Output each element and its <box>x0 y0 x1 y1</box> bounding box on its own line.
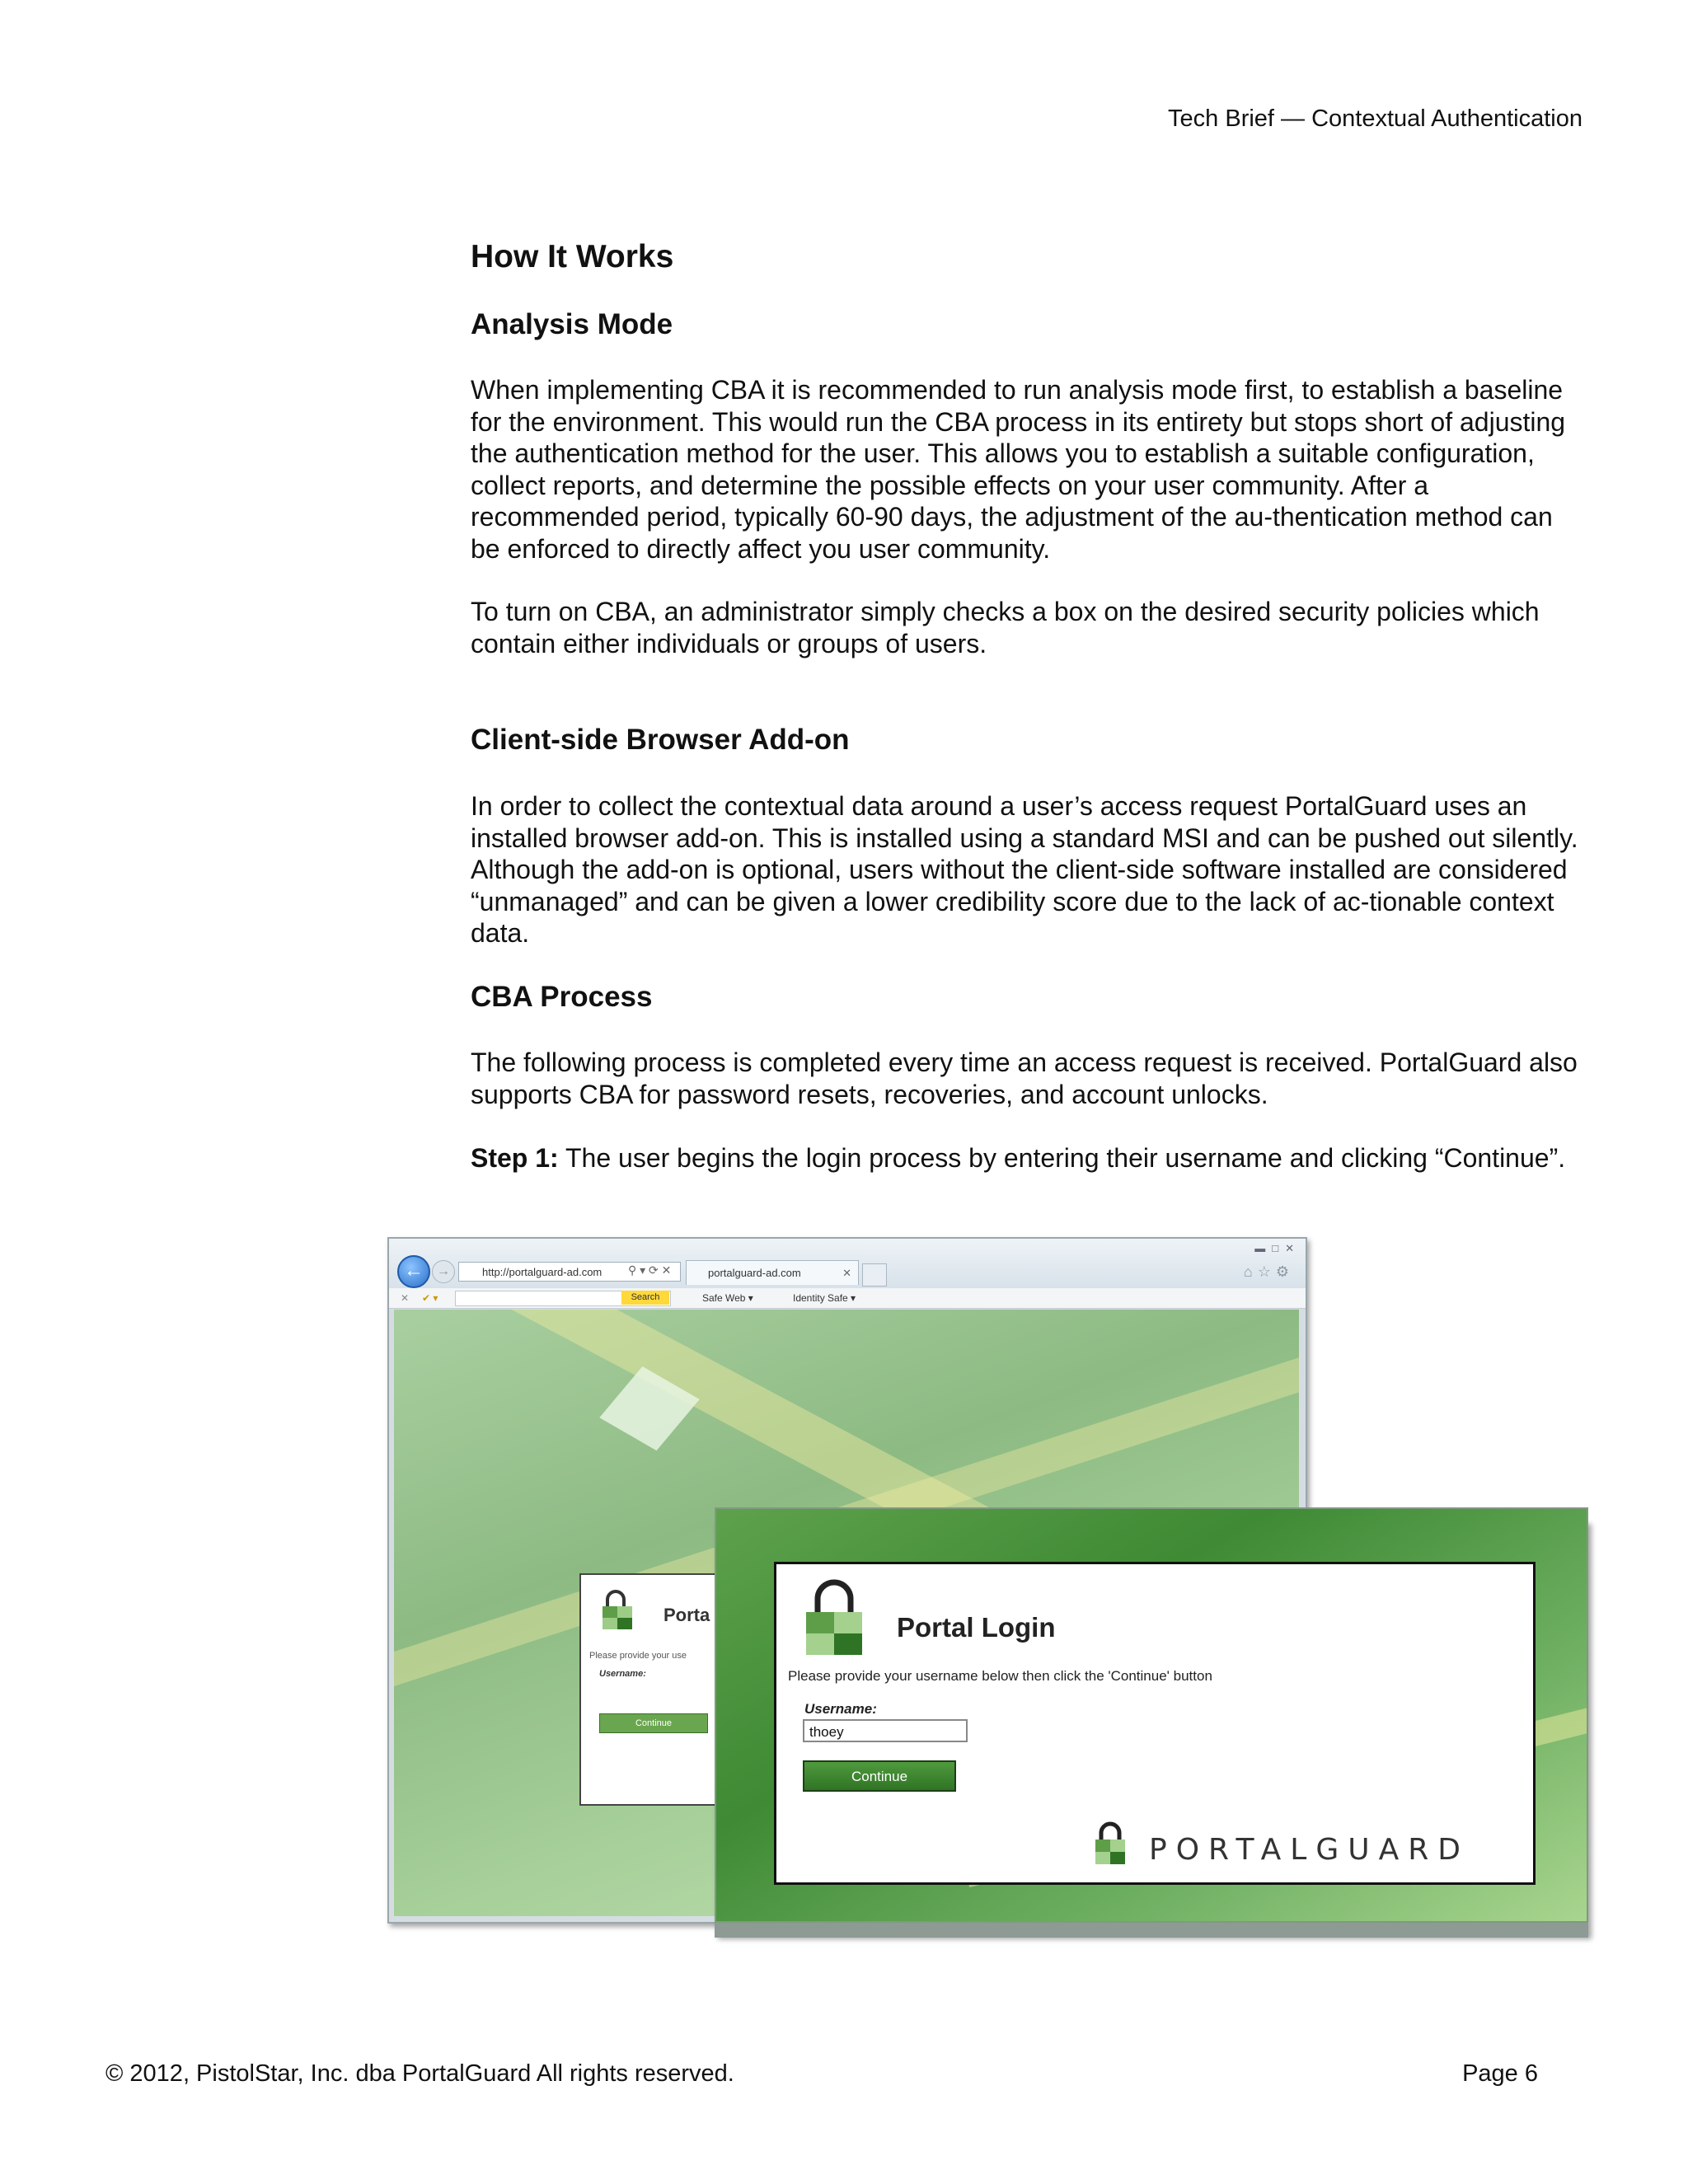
norton-toolbar <box>389 1288 1306 1309</box>
back-arrow-icon[interactable]: ← <box>397 1255 430 1288</box>
portalguard-logo <box>1093 1821 1522 1871</box>
heading-cba-process: CBA Process <box>471 981 653 1013</box>
portal-login-hint: Please provide your username below then click the 'Continue' button <box>788 1668 1212 1684</box>
heading-analysis-mode: Analysis Mode <box>471 308 673 340</box>
address-bar[interactable]: http://portalguard-ad.com <box>458 1262 681 1282</box>
heading-client-addon: Client-side Browser Add-on <box>471 724 850 756</box>
heading-how-it-works: How It Works <box>471 239 674 274</box>
browser-tab-bar <box>389 1239 1306 1288</box>
small-login-title: Porta <box>663 1605 710 1625</box>
step-1-paragraph <box>471 1142 1583 1174</box>
safe-web-menu[interactable]: Safe Web ▾ <box>702 1292 753 1304</box>
small-login-username-label: Username: <box>599 1669 646 1679</box>
browser-tab[interactable] <box>686 1260 859 1285</box>
small-login-continue-button[interactable]: Continue <box>599 1713 708 1733</box>
home-icon[interactable]: ⌂ <box>1243 1263 1258 1280</box>
norton-check-icon[interactable]: ✔ ▾ <box>422 1292 438 1304</box>
portalguard-wordmark: PORTALGUARD <box>1149 1833 1470 1867</box>
small-login-hint: Please provide your use <box>589 1651 687 1661</box>
username-input[interactable]: thoey <box>803 1719 968 1742</box>
analysis-mode-paragraph-2: To turn on CBA, an administrator simply checks a box on the desired security policies which contain either individuals or groups of users. <box>471 597 1540 658</box>
gear-icon[interactable]: ⚙ <box>1275 1263 1294 1280</box>
continue-button[interactable]: Continue <box>803 1760 956 1792</box>
step-1-text: The user begins the login process by entering their username and clicking “Continue”. <box>558 1143 1566 1173</box>
padlock-logo-icon <box>1093 1821 1128 1868</box>
tab-label: portalguard-ad.com <box>708 1267 801 1279</box>
toolbar-search-button[interactable]: Search <box>621 1291 669 1305</box>
identity-safe-menu[interactable]: Identity Safe ▾ <box>793 1292 856 1304</box>
portal-login-title: Portal Login <box>897 1612 1056 1643</box>
running-header: Tech Brief — Contextual Authentication <box>1168 105 1582 132</box>
address-bar-icons[interactable]: ⚲ ▾ ⟳ ✕ <box>628 1263 672 1277</box>
window-controls[interactable]: ▬□✕ <box>1254 1242 1301 1254</box>
analysis-mode-paragraph-1: When implementing CBA it is recommended to run analysis mode first, to establish a baseline for the environment. This would run the CBA process in its entirety but stops short of adjusting the authentication method for the user. This allows you to establish a suitable configuration, collect reports, and determine the possible effects on your user community. After a recommended period, typically 60-90 days, the adjustment of the au-thentication method can be enforced to directly affect you user community. <box>471 375 1566 564</box>
zoomed-login-overlay <box>715 1507 1588 1923</box>
close-icon[interactable]: ✕ <box>842 1267 851 1279</box>
toolbar-right-icons[interactable] <box>1244 1263 1294 1281</box>
step-1-label: Step 1: <box>471 1143 559 1173</box>
padlock-logo-icon <box>801 1579 870 1658</box>
footer-copyright: © 2012, PistolStar, Inc. dba PortalGuard All rights reserved. <box>106 2060 734 2087</box>
cba-process-paragraph: The following process is completed every time an access request is received. PortalGuard also supports CBA for password resets, recoveries, and account unlocks. <box>471 1047 1578 1109</box>
portal-login-card <box>774 1562 1536 1885</box>
forward-arrow-icon[interactable]: → <box>432 1260 455 1283</box>
padlock-logo-icon <box>599 1590 637 1631</box>
footer-page-number: Page 6 <box>1462 2060 1538 2087</box>
client-addon-paragraph: In order to collect the contextual data around a user’s access request PortalGuard uses an installed browser add-on. This is installed using a standard MSI and can be pushed out silently. Although the add-on is optional, users without the client-side software installed are considered “unmanaged” and can be given a lower credibility score due to the lack of ac-tionable context data. <box>471 791 1578 948</box>
toolbar-close-icon[interactable]: ✕ <box>401 1292 410 1304</box>
star-icon[interactable]: ☆ <box>1257 1263 1276 1280</box>
new-tab-button[interactable] <box>862 1263 887 1286</box>
username-label: Username: <box>804 1701 877 1717</box>
